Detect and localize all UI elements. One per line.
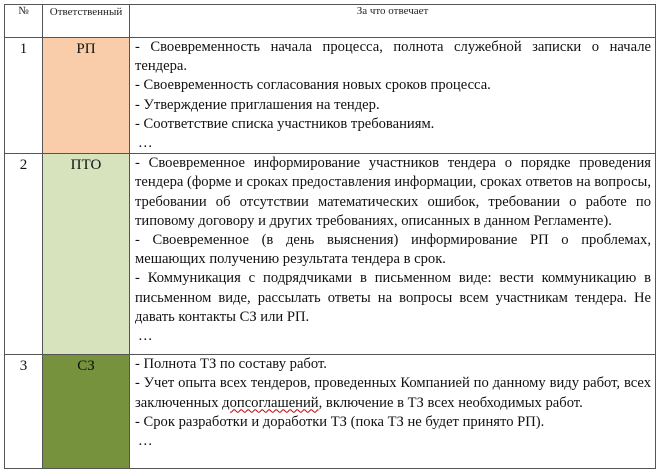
row-number: 2	[5, 154, 43, 355]
responsible-cell: ПТО	[43, 154, 130, 355]
responsibility-text	[130, 154, 656, 355]
table-row	[5, 154, 656, 355]
responsible-cell: СЗ	[43, 355, 130, 469]
spellcheck-word: допсоглашений	[222, 394, 319, 411]
list-item: - Учет опыта всех тендеров, проведенных Компанией по данному виду работ, всех заключенных допсоглашений, включение в ТЗ всех необходимых работ.	[135, 375, 651, 411]
header-number: №	[5, 5, 43, 38]
row-number: 3	[5, 355, 43, 469]
list-item: - Своевременное информирование участников тендера о порядке проведения тендера (форме и сроках предоставления информации, сроках ответов на вопросы, требовании об отсутствии математических ошибок, требовании о работе по типовому договору и других требованиях, описанных в данном Регламенте).	[135, 155, 651, 229]
header-responsible: Ответственный	[43, 5, 130, 38]
list-item: - Соответствие списка участников требованиям.	[135, 115, 435, 132]
list-item: - Полнота ТЗ по составу работ.	[135, 356, 327, 373]
responsibility-text	[130, 38, 656, 154]
list-item: - Утверждение приглашения на тендер.	[135, 96, 380, 113]
table-row	[5, 355, 656, 469]
list-item: - Своевременное (в день выяснения) информирование РП о проблемах, мешающих получению результата тендера в срок.	[135, 232, 651, 268]
list-item: - Коммуникация с подрядчиками в письменном виде: вести коммуникацию в письменном виде, рассылать ответы на вопросы всем участникам тендера. Не давать контакты СЗ или РП.	[135, 270, 651, 325]
header-what: За что отвечает	[130, 5, 656, 38]
table-row	[5, 38, 656, 154]
header-row	[5, 5, 656, 38]
ellipsis: …	[138, 135, 153, 152]
ellipsis: …	[138, 328, 153, 345]
row-number: 1	[5, 38, 43, 154]
list-item: - Своевременность согласования новых сроков процесса.	[135, 77, 491, 94]
ellipsis: …	[138, 433, 153, 450]
responsible-cell: РП	[43, 38, 130, 154]
responsibility-table	[4, 4, 656, 469]
list-item: - Своевременность начала процесса, полнота служебной записки о начале тендера.	[135, 39, 651, 75]
list-item: - Срок разработки и доработки ТЗ (пока ТЗ не будет принято РП).	[135, 413, 545, 430]
responsibility-text	[130, 355, 656, 469]
